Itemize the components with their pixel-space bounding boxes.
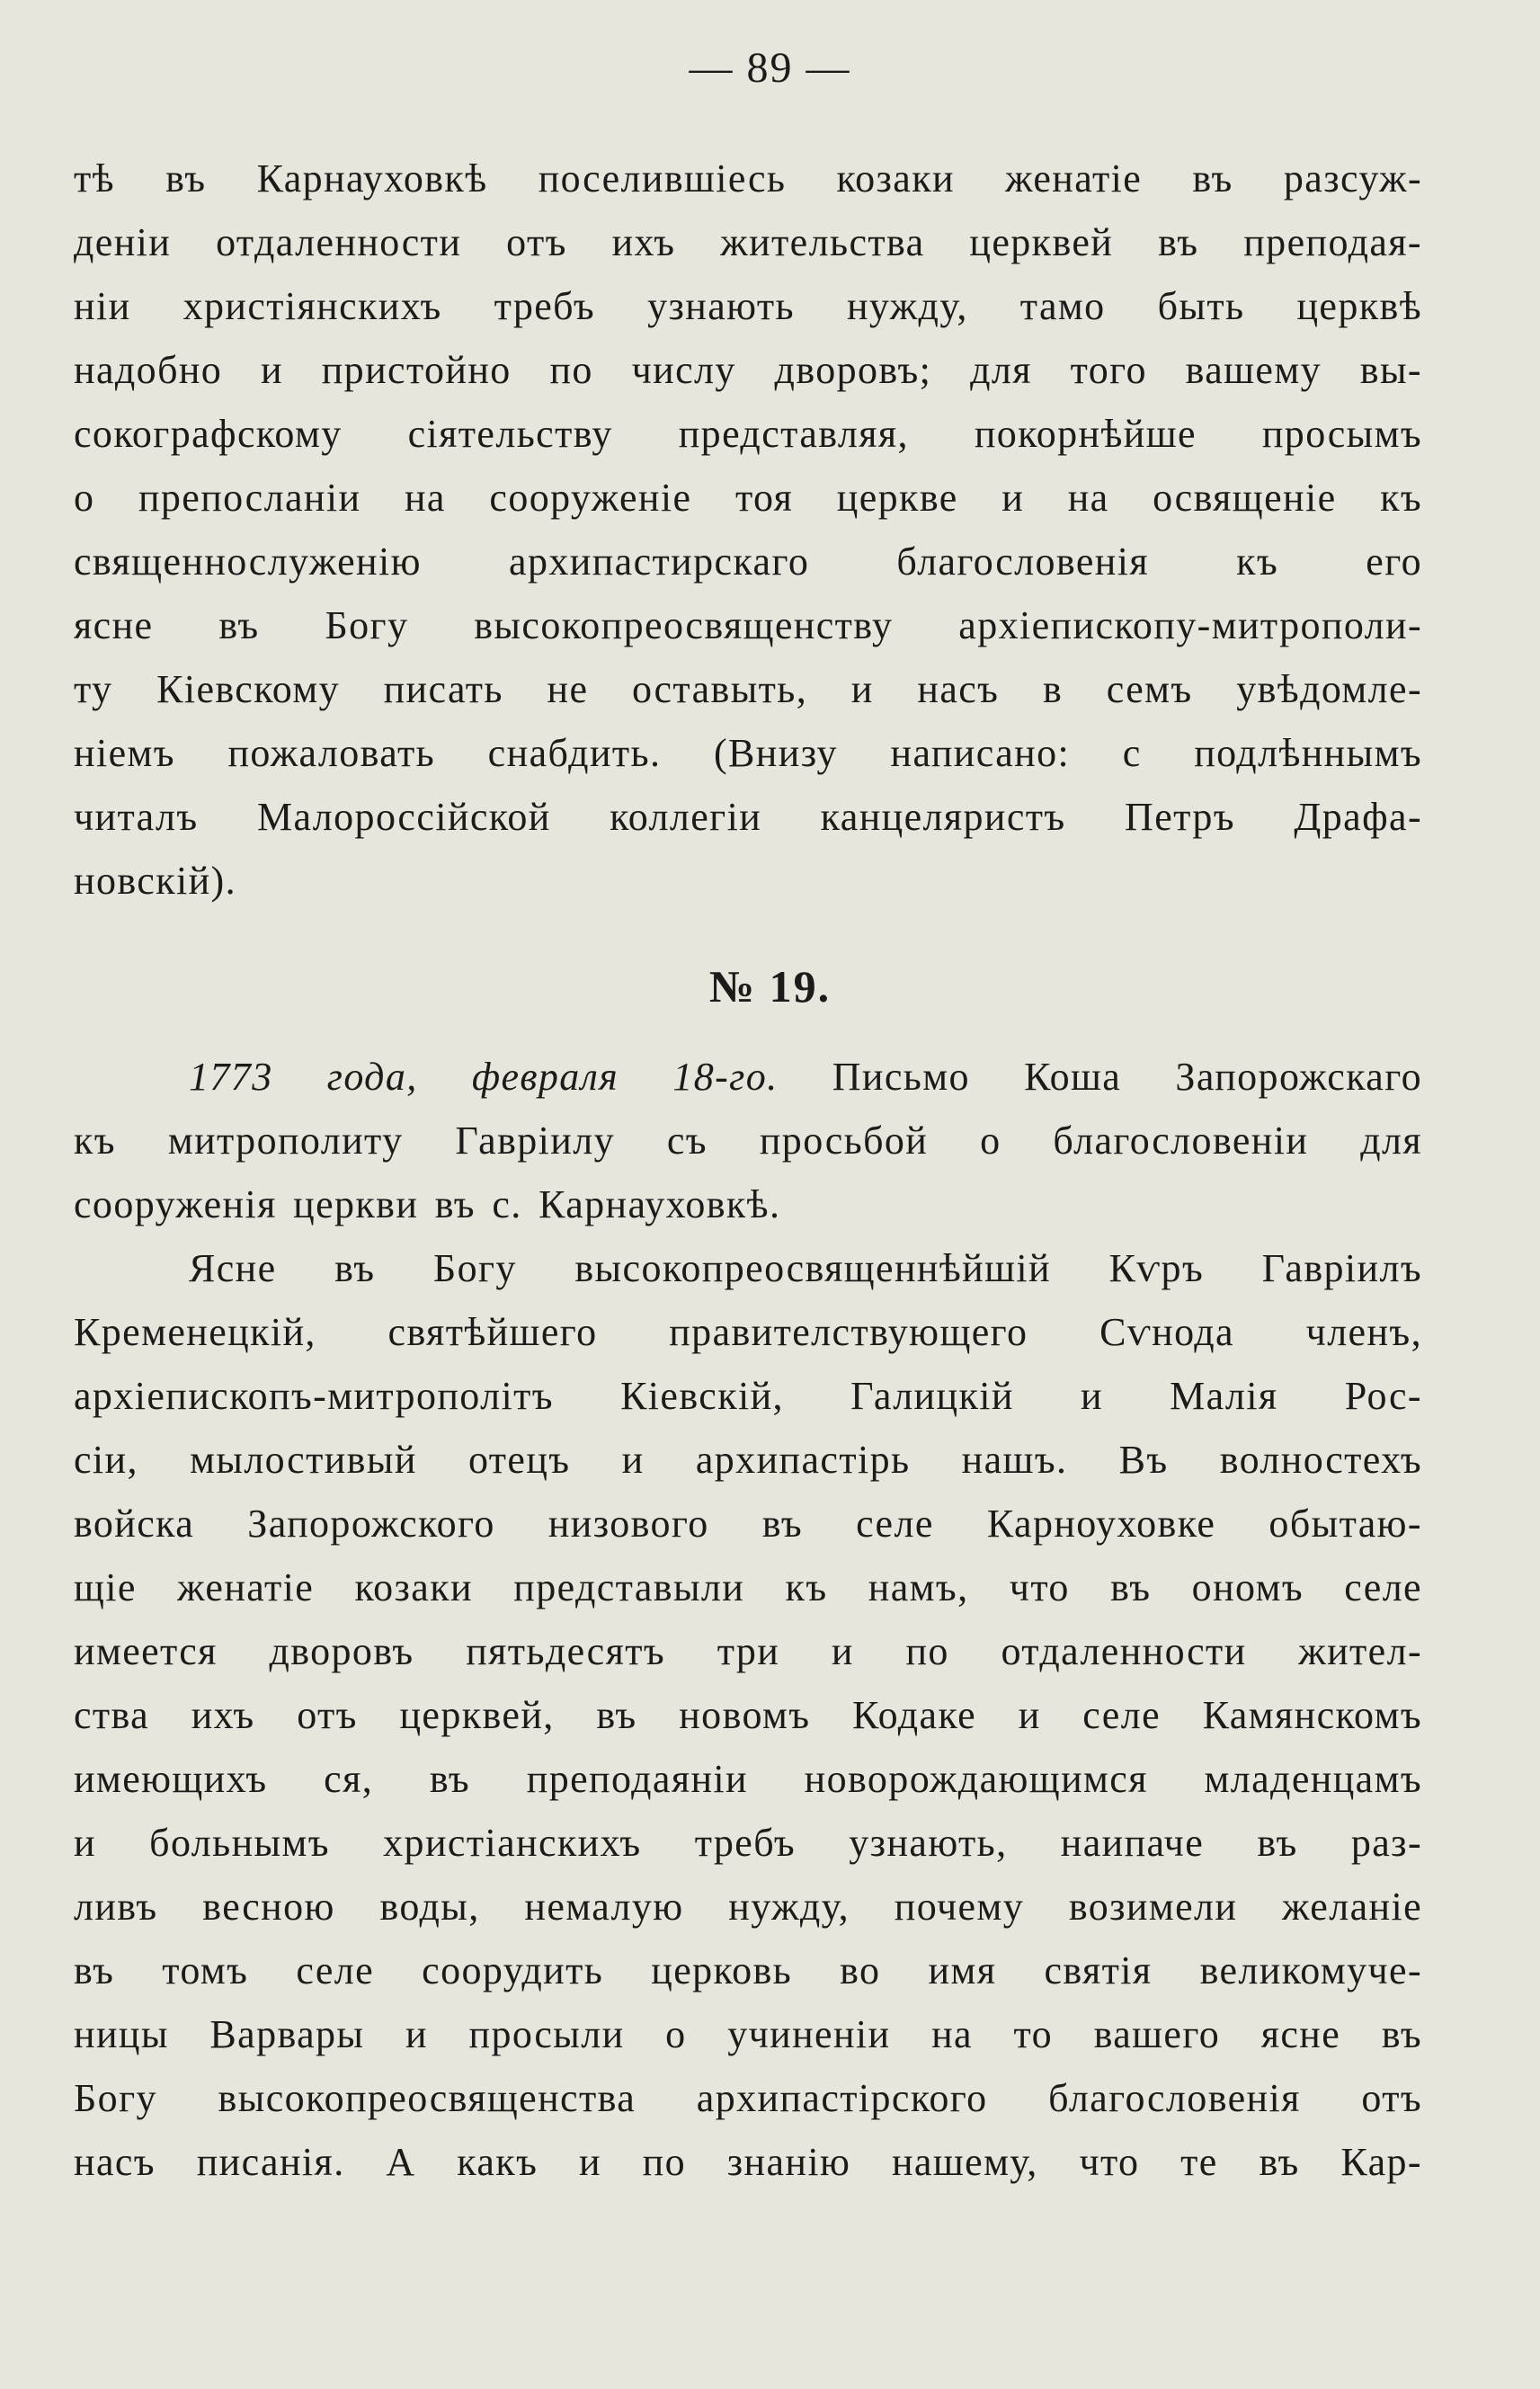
text-line: ту Кіевскому писать не оставыть, и насъ в семъ увѣдомле-	[74, 667, 1422, 711]
text-line: деніи отдаленности отъ ихъ жительства церквей въ преподая-	[74, 220, 1422, 264]
text-line: архіепископъ-митрополітъ Кіевскій, Галицкій и Малія Рос-	[74, 1374, 1422, 1418]
summary-title: Письмо Коша Запорожскаго	[778, 1055, 1422, 1099]
text-line: Кременецкій, святѣйшего правителствующего Сѵнода членъ,	[74, 1310, 1422, 1354]
text-line: ства ихъ отъ церквей, въ новомъ Кодаке и селе Камянскомъ	[74, 1693, 1422, 1737]
summary-first-line	[74, 1045, 1422, 1109]
text-line: надобно и пристойно по числу дворовъ; для того вашему вы-	[74, 348, 1422, 392]
text-line: ніемъ пожаловать снабдить. (Внизу написано: с подлѣннымъ	[74, 731, 1422, 775]
continuation-text	[74, 147, 1422, 913]
text-line: новскій).	[74, 859, 236, 903]
text-line: насъ писанія. А какъ и по знанію нашему, что те въ Кар-	[74, 2140, 1422, 2184]
page-number: — 89 —	[689, 44, 851, 92]
text-line: имеется дворовъ пятьдесятъ три и по отдаленности жител-	[74, 1629, 1422, 1673]
text-line: сіи, мылостивый отецъ и архипастірь нашъ. Въ волностехъ	[74, 1438, 1422, 1482]
text-line: читалъ Малороссійской коллегіи канцеляристъ Петръ Драфа-	[74, 795, 1422, 839]
text-line: сооруженія церкви въ с. Карнауховкѣ.	[74, 1182, 781, 1226]
text-line: священнослуженію архипастирскаго благословенія къ его	[74, 539, 1422, 584]
text-line: ясне въ Богу высокопреосвященству архіепископу-митрополи-	[74, 603, 1422, 647]
letter-text	[74, 1236, 1422, 2194]
text-line: Ясне въ Богу высокопреосвященнѣйшій Кѵръ Гавріилъ	[189, 1246, 1422, 1290]
document-heading: № 19.	[708, 961, 832, 1012]
text-line: ливъ весною воды, немалую нужду, почему возимели желаніе	[74, 1885, 1422, 1929]
text-line: щіе женатіе козаки представыли къ намъ, что въ ономъ селе	[74, 1565, 1422, 1609]
text-line: сокографскому сіятельству представляя, покорнѣйше просымъ	[74, 412, 1422, 456]
text-line: войска Запорожского низового въ селе Карноуховке обытаю-	[74, 1502, 1422, 1546]
text-line: о препосланіи на сооруженіе тоя церкве и на освященіе къ	[74, 476, 1422, 520]
text-line: тѣ въ Карнауховкѣ поселившіесь козаки женатіе въ разсуж-	[74, 156, 1422, 201]
document-summary	[74, 1045, 1422, 1236]
summary-date: 1773 года, февраля 18-го.	[189, 1055, 779, 1099]
text-line: къ митрополиту Гавріилу съ просьбой о благословеніи для	[74, 1119, 1422, 1163]
text-line: имеющихъ ся, въ преподаяніи новорождающимся младенцамъ	[74, 1757, 1422, 1801]
text-line: ніи христіянскихъ требъ узнають нужду, тамо быть церквѣ	[74, 284, 1422, 328]
text-line: въ томъ селе соорудить церковь во имя святія великомуче-	[74, 1948, 1422, 1992]
text-line: Богу высокопреосвященства архипастірского благословенія отъ	[74, 2076, 1422, 2120]
text-line: ницы Варвары и просыли о учиненіи на то вашего ясне въ	[74, 2012, 1422, 2056]
text-line: и больнымъ христіанскихъ требъ узнають, наипаче въ раз-	[74, 1821, 1422, 1865]
